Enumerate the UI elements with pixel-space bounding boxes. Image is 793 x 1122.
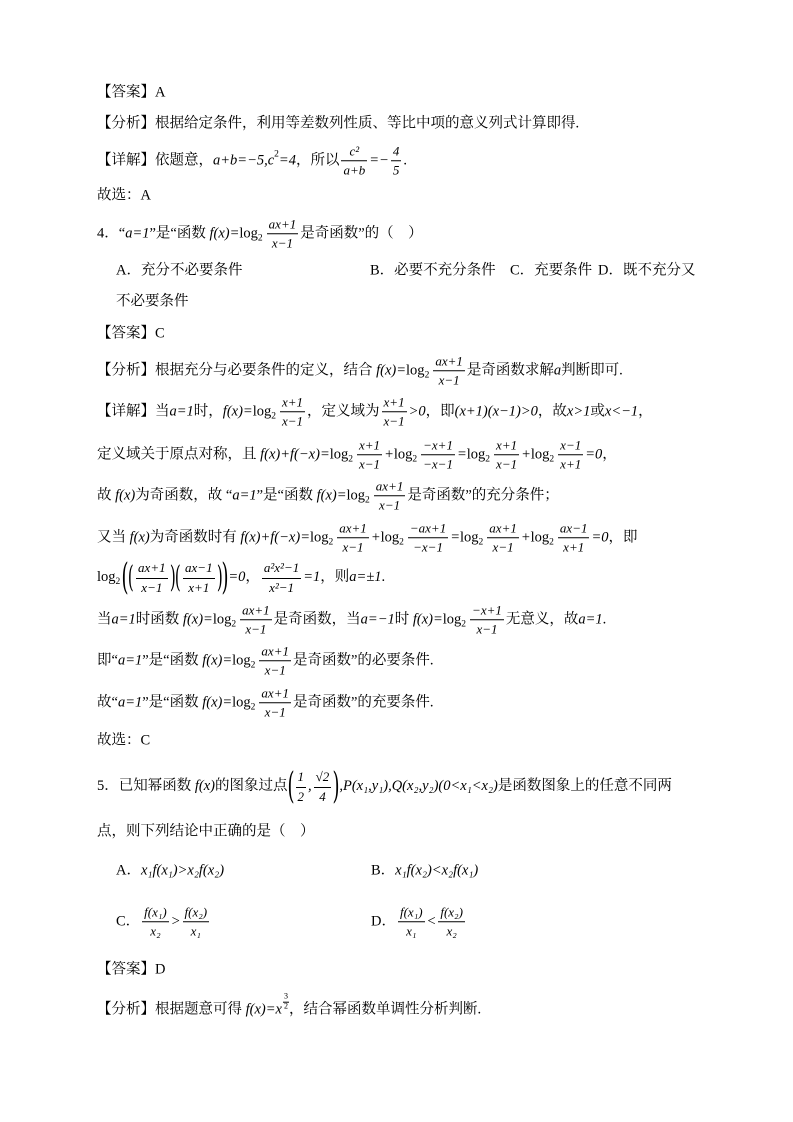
- math-subscript: 2: [328, 537, 334, 548]
- q4-analysis: [97, 353, 623, 389]
- text-run: 【答案】D: [97, 961, 166, 978]
- fraction-denominator: x−1: [492, 539, 514, 555]
- paren-group: [121, 557, 229, 598]
- math-expression: f(x)=: [209, 225, 240, 242]
- text-run: 故: [97, 487, 116, 504]
- math-operator: log: [460, 529, 479, 546]
- fraction-denominator: x−1: [271, 235, 293, 251]
- q4-detail-line: [97, 557, 386, 598]
- fraction-denominator: x₁: [190, 923, 201, 939]
- fraction-numerator: x−1: [558, 437, 583, 455]
- fraction-denominator: x−1: [496, 456, 518, 472]
- math-subscript: 2: [250, 702, 256, 713]
- fraction-denominator: 2: [297, 788, 305, 804]
- right-paren: ): [221, 557, 229, 598]
- q3-answer: [97, 84, 165, 101]
- math-subscript: 2: [485, 454, 491, 465]
- fraction: [314, 769, 332, 805]
- math-expression: a=1: [117, 694, 143, 711]
- math-subscript: 2: [257, 233, 263, 244]
- fraction-numerator: f(x₂): [183, 904, 210, 922]
- fraction: [374, 478, 406, 514]
- q4-option-d-continued: [116, 293, 189, 310]
- math-expression: f(x)+f(−x)=: [240, 529, 310, 546]
- math-operator: log: [309, 529, 329, 546]
- text-run: 的图象过点: [215, 778, 288, 795]
- q5-option-a: [116, 862, 224, 879]
- math-subscript: 2: [549, 537, 554, 548]
- exponent-fraction: [283, 993, 289, 1012]
- fraction: [240, 602, 272, 638]
- text-run: 是奇函数”的充分条件；: [407, 487, 559, 504]
- fraction-numerator: x+1: [382, 394, 407, 412]
- fraction-numerator: x+1: [357, 437, 382, 455]
- q4-detail-line: [97, 520, 638, 556]
- fraction-numerator: ax+1: [433, 353, 465, 371]
- q4-detail-line: [97, 437, 617, 473]
- fraction: [183, 560, 215, 596]
- fraction-denominator: x₂: [446, 923, 457, 939]
- q4-detail-line: [97, 394, 653, 430]
- text-run: 点，则下列结论中正确的是（ ）: [97, 823, 315, 840]
- text-run: 【分析】根据充分与必要条件的定义，结合: [97, 362, 377, 379]
- text-run: ”是“函数: [256, 487, 317, 504]
- paren-content: [294, 769, 334, 805]
- fraction-numerator: f(x₁): [142, 904, 169, 922]
- math-expression: a=1: [232, 487, 257, 504]
- math-expression: a=1: [578, 611, 603, 628]
- math-subscript: 2: [412, 454, 418, 465]
- left-paren: (: [128, 560, 135, 595]
- text-run: ，即: [425, 403, 455, 420]
- fraction: [487, 520, 519, 556]
- math-expression: +: [520, 529, 531, 546]
- text-run: 为奇函数，故 “: [135, 487, 233, 504]
- text-run: 【答案】C: [97, 325, 165, 342]
- math-expression: x>1: [566, 403, 591, 420]
- paren-content: [181, 560, 217, 596]
- text-run: 无意义，故: [505, 611, 579, 628]
- text-run: 即“: [97, 652, 118, 669]
- math-expression: a+b=−5,c: [213, 152, 275, 169]
- text-run: D．: [371, 913, 396, 930]
- math-operator: log: [346, 487, 366, 504]
- math-operator: log: [466, 446, 486, 463]
- fraction-denominator: x−1: [342, 539, 364, 555]
- fraction-denominator: x−1: [359, 456, 381, 472]
- fraction-denominator: x²−1: [269, 579, 295, 595]
- math-expression: <: [426, 913, 437, 930]
- fraction-denominator: x−1: [438, 372, 460, 388]
- math-expression: =0: [585, 446, 603, 463]
- text-run: ”是“函数: [149, 225, 210, 242]
- math-expression: f(x)+f(−x)=: [260, 446, 330, 463]
- text-run: 时函数: [135, 611, 183, 628]
- text-run: 5．已知幂函数: [97, 778, 195, 795]
- math-expression: f(x)=: [182, 611, 213, 628]
- fraction-denominator: x+1: [188, 579, 210, 595]
- paren-group: [287, 766, 340, 807]
- text-run: 不必要条件: [116, 293, 189, 310]
- fraction: [470, 602, 504, 638]
- fraction-denominator: x−1: [264, 704, 286, 720]
- math-expression: >: [170, 913, 181, 930]
- q3-analysis: [97, 115, 579, 132]
- math-operator: log: [380, 529, 400, 546]
- fraction-denominator: x−1: [264, 662, 286, 678]
- fraction: [259, 643, 291, 679]
- math-operator: log: [393, 446, 413, 463]
- fraction: [259, 685, 291, 721]
- math-expression: a: [553, 362, 562, 379]
- fraction-denominator: x₂: [150, 923, 161, 939]
- math-superscript: 2: [274, 149, 279, 160]
- q4-option-b: [370, 262, 496, 279]
- math-expression: a=−1: [360, 611, 395, 628]
- fraction-numerator: 3: [283, 991, 288, 1001]
- fraction-numerator: −x+1: [421, 437, 455, 455]
- fraction-numerator: a²x²−1: [262, 560, 301, 578]
- fraction: [357, 437, 382, 473]
- fraction-numerator: −ax+1: [408, 520, 448, 538]
- math-expression: f(x): [194, 778, 215, 795]
- fraction-denominator: x−1: [476, 621, 498, 637]
- text-run: B．必要不充分条件: [370, 262, 496, 279]
- fraction-denominator: 4: [319, 788, 326, 804]
- fraction: [337, 520, 369, 556]
- q5-answer: [97, 961, 165, 978]
- math-expression: +: [370, 529, 381, 546]
- math-subscript: 2: [424, 370, 430, 381]
- fraction-numerator: ax+1: [487, 520, 519, 538]
- text-run: 【详解】当: [97, 403, 170, 420]
- text-run: .: [602, 611, 607, 628]
- fraction: [341, 143, 367, 179]
- text-run: ，: [245, 569, 260, 586]
- fraction-denominator: x+1: [563, 539, 585, 555]
- text-run: .: [403, 152, 407, 169]
- math-expression: x<−1: [604, 403, 639, 420]
- math-subscript: 2: [115, 577, 121, 588]
- math-operator: log: [530, 529, 550, 546]
- math-subscript: 2: [231, 619, 237, 630]
- math-expression: f(x)=: [202, 652, 233, 669]
- math-expression: +: [521, 446, 531, 463]
- math-subscript: 2: [348, 454, 354, 465]
- math-expression: a=1: [111, 611, 136, 628]
- fraction: [136, 560, 168, 596]
- fraction-numerator: −x+1: [470, 602, 504, 620]
- q4-detail-line: [97, 478, 559, 514]
- math-subscript: 2: [365, 495, 370, 506]
- q4-detail-line: [97, 685, 434, 721]
- math-expression: a=1: [117, 652, 143, 669]
- math-subscript: 2: [250, 660, 256, 671]
- q5-stem-continued: [97, 823, 315, 840]
- fraction-denominator: x−1: [281, 413, 304, 429]
- q4-detail-line: [97, 643, 434, 679]
- text-run: 故“: [97, 694, 118, 711]
- q3-detail: [97, 143, 407, 179]
- fraction-numerator: √2: [314, 769, 332, 787]
- fraction: [398, 904, 425, 940]
- text-run: 是奇函数”的必要条件.: [292, 652, 434, 669]
- fraction: [408, 520, 448, 556]
- text-run: ，则: [320, 569, 350, 586]
- q5-stem: [97, 766, 672, 807]
- text-run: 【分析】根据给定条件，利用等差数列性质、等比中项的意义列式计算即得.: [97, 115, 580, 132]
- fraction-denominator: 2: [283, 1001, 288, 1011]
- math-expression: =4: [278, 152, 296, 169]
- text-run: 是函数图象上的任意不同两: [497, 778, 672, 795]
- q3-choice: [97, 187, 151, 204]
- fraction-numerator: c²: [341, 143, 367, 161]
- text-run: C．充要条件: [510, 262, 593, 279]
- fraction-denominator: −x−1: [423, 456, 453, 472]
- math-expression: ,P(x₁,y₁),Q(x₂,y₂)(0<x₁<x₂): [339, 778, 498, 795]
- q4-detail-line: [97, 602, 606, 638]
- text-run: 判断即可.: [561, 362, 623, 379]
- fraction-numerator: ax−1: [558, 520, 590, 538]
- fraction: [296, 769, 307, 805]
- q4-choice: [97, 732, 150, 749]
- text-run: A．充分不必要条件: [116, 262, 243, 279]
- fraction: [438, 904, 465, 940]
- text-run: ，: [638, 403, 653, 420]
- math-expression: >0: [408, 403, 426, 420]
- q4-option-d: [598, 262, 695, 279]
- fraction-numerator: ax+1: [374, 478, 406, 496]
- math-operator: log: [212, 611, 232, 628]
- text-run: 是奇函数，当: [273, 611, 361, 628]
- math-expression: =: [450, 529, 461, 546]
- math-expression: ,: [308, 778, 312, 795]
- text-run: 4．“: [97, 225, 126, 242]
- q4-stem: [97, 216, 423, 252]
- q5-option-c: [116, 904, 211, 940]
- fraction: [421, 437, 455, 473]
- fraction-denominator: x+1: [560, 456, 582, 472]
- text-run: 故选：A: [97, 187, 151, 204]
- fraction-denominator: x−1: [141, 579, 163, 595]
- fraction-numerator: ax−1: [183, 560, 215, 578]
- text-run: 是奇函数”的（ ）: [300, 225, 423, 242]
- q4-option-c: [510, 262, 592, 279]
- q5-option-d: [371, 904, 467, 940]
- math-expression: f(x): [129, 529, 150, 546]
- math-subscript: 2: [399, 537, 404, 548]
- math-operator: log: [232, 652, 251, 669]
- text-run: 当: [97, 611, 112, 628]
- fraction: [558, 520, 590, 556]
- math-expression: =−: [369, 152, 389, 169]
- text-run: D．既不充分又: [598, 262, 696, 279]
- math-operator: log: [97, 569, 116, 586]
- math-expression: =0: [591, 529, 609, 546]
- fraction: [280, 394, 305, 430]
- math-expression: a=1: [125, 225, 150, 242]
- text-run: ，定义域为: [307, 403, 380, 420]
- text-run: 时: [394, 611, 413, 628]
- fraction-numerator: x+1: [280, 394, 305, 412]
- math-operator: log: [530, 446, 550, 463]
- fraction: [262, 560, 301, 596]
- math-subscript: 2: [549, 454, 555, 465]
- fraction: [183, 904, 210, 940]
- text-run: 又当: [97, 529, 130, 546]
- text-run: 【详解】依题意，: [97, 152, 213, 169]
- math-operator: log: [232, 694, 251, 711]
- q4-option-a: [116, 262, 242, 279]
- text-run: 为奇函数时有: [149, 529, 241, 546]
- math-expression: f(x): [115, 487, 136, 504]
- math-subscript: 2: [271, 411, 276, 422]
- right-paren: ): [169, 560, 176, 595]
- fraction-denominator: x₁: [406, 923, 417, 939]
- text-run: 故选：C: [97, 732, 151, 749]
- text-run: 或: [590, 403, 605, 420]
- math-operator: log: [329, 446, 349, 463]
- text-run: 是奇函数求解: [466, 362, 554, 379]
- fraction: [382, 394, 407, 430]
- math-expression: a=±1: [349, 569, 382, 586]
- text-run: 时，: [193, 403, 223, 420]
- fraction-numerator: ax+1: [337, 520, 369, 538]
- fraction-numerator: 1: [296, 769, 307, 787]
- left-paren: (: [175, 560, 182, 595]
- fraction-denominator: −x−1: [413, 539, 443, 555]
- text-run: 【分析】根据题意可得: [97, 1001, 246, 1018]
- fraction-denominator: x−1: [379, 497, 401, 513]
- text-run: ，: [602, 446, 617, 463]
- fraction: [142, 904, 169, 940]
- q5-option-b: [371, 862, 478, 879]
- text-run: 定义域关于原点对称，且: [97, 446, 261, 463]
- text-run: ，即: [608, 529, 638, 546]
- math-operator: log: [252, 403, 272, 420]
- fraction-denominator: x−1: [383, 413, 405, 429]
- fraction-numerator: ax+1: [240, 602, 272, 620]
- fraction-numerator: ax+1: [267, 216, 299, 234]
- text-run: ，所以: [295, 152, 340, 169]
- left-paren: (: [287, 766, 295, 807]
- fraction-numerator: ax+1: [136, 560, 168, 578]
- left-paren: (: [121, 557, 129, 598]
- fraction-numerator: ax+1: [259, 643, 291, 661]
- fraction-numerator: f(x₂): [438, 904, 465, 922]
- text-run: 【答案】A: [97, 84, 166, 101]
- right-paren: ): [332, 766, 340, 807]
- fraction: [267, 216, 299, 252]
- text-run: ，结合幂函数单调性分析判断.: [288, 1001, 482, 1018]
- right-paren: ): [216, 560, 223, 595]
- fraction-numerator: ax+1: [259, 685, 291, 703]
- q5-analysis: [97, 991, 482, 1020]
- fraction-denominator: x−1: [245, 621, 267, 637]
- fraction: [558, 437, 583, 473]
- math-expression: =1: [303, 569, 321, 586]
- fraction: [433, 353, 465, 389]
- text-run: B．: [371, 862, 396, 879]
- math-operator: log: [406, 362, 425, 379]
- math-expression: f(x)=: [376, 362, 407, 379]
- math-subscript: 2: [478, 537, 484, 548]
- q4-answer: [97, 325, 165, 342]
- fraction-numerator: 4: [391, 143, 402, 161]
- math-expression: =0: [228, 569, 246, 586]
- math-expression: x₁f(x₂)<x₂f(x₁): [395, 862, 479, 879]
- math-expression: f(x)=: [222, 403, 253, 420]
- fraction-denominator: 5: [392, 162, 400, 178]
- math-operator: log: [442, 611, 462, 628]
- paren-content: [128, 560, 222, 596]
- math-operator: log: [239, 225, 258, 242]
- text-run: ，故: [537, 403, 567, 420]
- text-run: 是奇函数”的充要条件.: [292, 694, 434, 711]
- math-expression: (x+1)(x−1)>0: [454, 403, 538, 420]
- math-expression: f(x)=: [202, 694, 233, 711]
- fraction: [494, 437, 519, 473]
- fraction-numerator: x+1: [494, 437, 519, 455]
- text-run: C．: [116, 913, 141, 930]
- math-expression: f(x)=: [412, 611, 443, 628]
- paren-group: [175, 560, 222, 596]
- paren-content: [134, 560, 170, 596]
- math-expression: f(x)=: [316, 487, 347, 504]
- fraction: [391, 143, 402, 179]
- fraction-denominator: a+b: [343, 162, 366, 178]
- math-expression: x₁f(x₁)>x₂f(x₂): [140, 862, 225, 879]
- math-expression: f(x)=x: [245, 1001, 282, 1018]
- paren-group: [128, 560, 175, 596]
- math-subscript: 2: [461, 619, 467, 630]
- math-expression: =: [456, 446, 467, 463]
- text-run: ”是“函数: [142, 694, 203, 711]
- math-expression: a=1: [169, 403, 194, 420]
- fraction-numerator: f(x₁): [398, 904, 425, 922]
- text-run: A．: [116, 862, 141, 879]
- text-run: ”是“函数: [142, 652, 203, 669]
- text-run: .: [381, 569, 386, 586]
- math-expression: +: [384, 446, 394, 463]
